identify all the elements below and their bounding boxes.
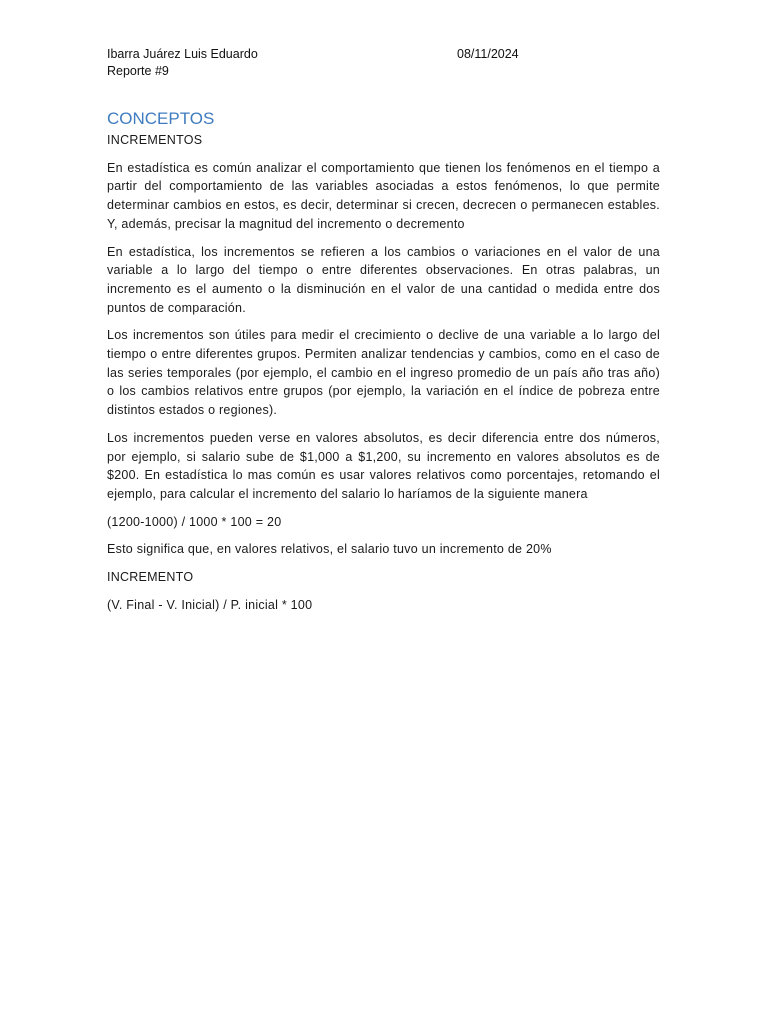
paragraph-4: Los incrementos pueden verse en valores absolutos, es decir diferencia entre dos números, por ejemplo, si salario sube de $1,000 a $1,200, su incremento en valores absolutos es de $200. En estadística lo mas común es usar valores relativos como porcentajes, retomando el ejemplo, para calcular el incremento del salario lo haríamos de la siguiente manera xyxy=(107,430,660,501)
header-row xyxy=(107,46,660,63)
conclusion: Esto significa que, en valores relativos, el salario tuvo un incremento de 20% xyxy=(107,542,552,557)
document-body xyxy=(107,108,660,623)
header-date: 08/11/2024 xyxy=(457,47,519,61)
paragraph-2: En estadística, los incrementos se refieren a los cambios o variaciones en el valor de una variable a lo largo del tiempo o entre diferentes observaciones. En otras palabras, un incremento es el aumento o la disminución en el valor de una cantidad o medida entre dos puntos de comparación. xyxy=(107,244,660,315)
paragraph-3: Los incrementos son útiles para medir el crecimiento o declive de una variable a lo largo del tiempo o entre diferentes grupos. Permiten analizar tendencias y cambios, como en el caso de las series temporales (por ejemplo, el cambio en el ingreso promedio de un país año tras año) o los cambios relativos entre grupos (por ejemplo, la variación en el índice de pobreza entre distintos estados o regiones). xyxy=(107,328,660,418)
header-report: Reporte #9 xyxy=(107,64,169,78)
header-author: Ibarra Juárez Luis Eduardo xyxy=(107,47,258,61)
formula-heading: INCREMENTO xyxy=(107,570,194,585)
formula-example: (1200-1000) / 1000 * 100 = 20 xyxy=(107,514,282,529)
formula-general: (V. Final - V. Inicial) / P. inicial * 100 xyxy=(107,597,313,612)
paragraph-1: En estadística es común analizar el comportamiento que tienen los fenómenos en el tiempo a partir del comportamiento de las variables asociadas a estos fenómenos, lo que permite determinar cambios en estos, es decir, determinar si crecen, decrecen o permanecen estables. Y, además, precisar la magnitud del incremento o decremento xyxy=(107,160,660,231)
subheading: INCREMENTOS xyxy=(107,133,203,147)
page-header xyxy=(107,46,660,80)
section-title: CONCEPTOS xyxy=(107,109,215,128)
